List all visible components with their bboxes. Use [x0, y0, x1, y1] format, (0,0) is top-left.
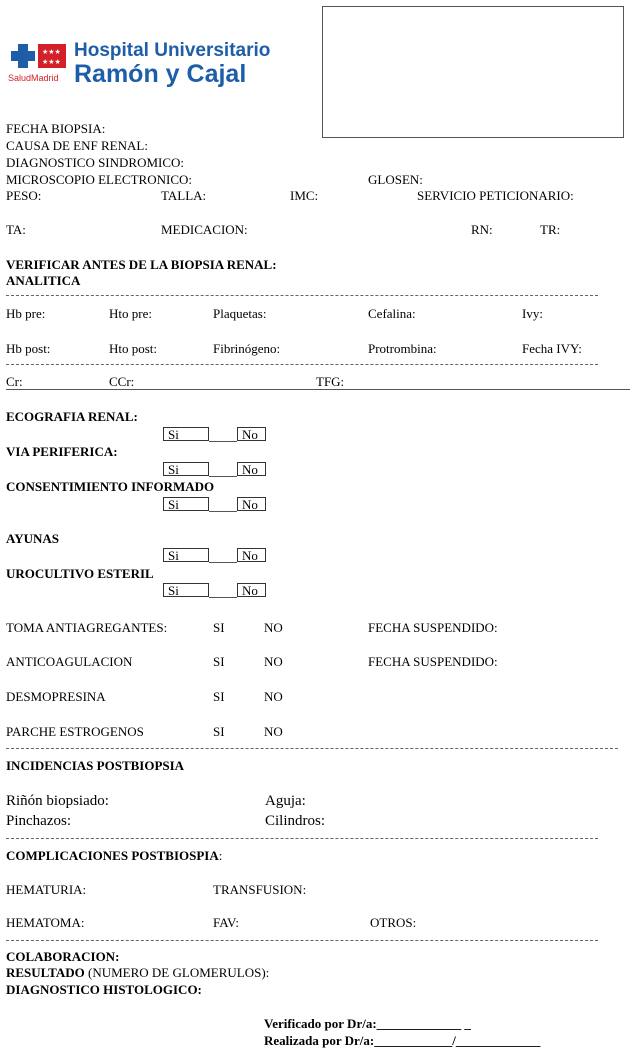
- field-fecha-biopsia: FECHA BIOPSIA:: [6, 121, 106, 136]
- field-resultado: [6, 966, 269, 980]
- med-no[interactable]: NO: [264, 620, 283, 635]
- complicaciones-colon: :: [218, 848, 223, 863]
- med-anticoagulacion: ANTICOAGULACION: [6, 654, 133, 669]
- divider: [6, 748, 618, 749]
- ayunas-si-box[interactable]: Si: [163, 548, 209, 562]
- box-underline: [209, 562, 237, 563]
- field-transfusion: TRANSFUSION:: [213, 882, 307, 897]
- lab-cr: Cr:: [6, 374, 23, 389]
- field-servicio: SERVICIO PETICIONARIO:: [417, 188, 574, 203]
- field-medicacion: MEDICACION:: [161, 222, 248, 237]
- cross-logo-icon: [8, 40, 68, 72]
- lab-hb-pre: Hb pre:: [6, 306, 46, 321]
- incidencias-heading: INCIDENCIAS POSTBIOPSIA: [6, 758, 185, 773]
- via-no-box[interactable]: No: [237, 462, 266, 476]
- patient-label-box: [322, 6, 624, 138]
- complicaciones-heading: [6, 849, 222, 863]
- box-underline: [209, 597, 237, 598]
- lab-hto-post: Hto post:: [109, 341, 158, 356]
- med-si[interactable]: SI: [213, 689, 225, 704]
- field-fav: FAV:: [213, 915, 240, 930]
- lab-fibrinogeno: Fibrinógeno:: [213, 341, 281, 356]
- med-desmopresina: DESMOPRESINA: [6, 689, 106, 704]
- lab-plaquetas: Plaquetas:: [213, 306, 267, 321]
- lab-tfg: TFG:: [316, 374, 345, 389]
- box-underline: [209, 441, 237, 442]
- svg-text:★★★: ★★★: [42, 58, 61, 66]
- med-no[interactable]: NO: [264, 689, 283, 704]
- hospital-logo: [8, 40, 270, 90]
- med-no[interactable]: NO: [264, 724, 283, 739]
- field-hematoma: HEMATOMA:: [6, 915, 85, 930]
- signature-verificado: Verificado por Dr/a:_____________ _: [264, 1016, 471, 1031]
- divider: [6, 940, 598, 941]
- complicaciones-title: COMPLICACIONES POSTBIOSPIA: [6, 848, 219, 863]
- field-tr: TR:: [540, 222, 561, 237]
- consentimiento-si-box[interactable]: Si: [163, 497, 209, 511]
- field-peso: PESO:: [6, 188, 42, 203]
- lab-fecha-ivy: Fecha IVY:: [522, 341, 582, 356]
- med-parche-estrogenos: PARCHE ESTROGENOS: [6, 724, 144, 739]
- ecografia-no-box[interactable]: No: [237, 427, 266, 441]
- box-underline: [209, 476, 237, 477]
- field-otros: OTROS:: [370, 915, 417, 930]
- field-rn: RN:: [471, 222, 493, 237]
- field-diagnostico-sindromico: DIAGNOSTICO SINDROMICO:: [6, 155, 185, 170]
- field-pinchazos: Pinchazos:: [6, 813, 71, 829]
- field-glosen: GLOSEN:: [368, 172, 423, 187]
- lab-cefalina: Cefalina:: [368, 306, 416, 321]
- field-talla: TALLA:: [161, 188, 207, 203]
- check-label-consentimiento: CONSENTIMIENTO INFORMADO: [6, 479, 215, 494]
- box-underline: [209, 511, 237, 512]
- consentimiento-no-box[interactable]: No: [237, 497, 266, 511]
- verificar-heading: VERIFICAR ANTES DE LA BIOPSIA RENAL:: [6, 257, 277, 272]
- check-label-urocultivo: UROCULTIVO ESTERIL: [6, 566, 154, 581]
- lab-protrombina: Protrombina:: [368, 341, 437, 356]
- lab-hto-pre: Hto pre:: [109, 306, 152, 321]
- med-antiagregantes: TOMA ANTIAGREGANTES:: [6, 620, 168, 635]
- divider: [6, 295, 598, 296]
- saludmadrid-label: SaludMadrid: [8, 73, 59, 83]
- lab-ccr: CCr:: [109, 374, 135, 389]
- hospital-name-line1: Hospital Universitario: [74, 40, 271, 61]
- lab-hb-post: Hb post:: [6, 341, 51, 356]
- resultado-note: (NUMERO DE GLOMERULOS):: [84, 965, 270, 980]
- via-si-box[interactable]: Si: [163, 462, 209, 476]
- analitica-heading: ANALITICA: [6, 273, 81, 288]
- check-label-ecografia: ECOGRAFIA RENAL:: [6, 409, 138, 424]
- resultado-label: RESULTADO: [6, 965, 85, 980]
- med-si[interactable]: SI: [213, 620, 225, 635]
- field-cilindros: Cilindros:: [265, 813, 326, 829]
- divider: [6, 364, 598, 365]
- signature-realizada: Realizada por Dr/a:____________/_____________: [264, 1033, 541, 1048]
- check-label-ayunas: AYUNAS: [6, 531, 59, 546]
- divider: [6, 838, 598, 839]
- med-no[interactable]: NO: [264, 654, 283, 669]
- field-hematuria: HEMATURIA:: [6, 882, 87, 897]
- urocultivo-si-box[interactable]: Si: [163, 583, 209, 597]
- med-si[interactable]: SI: [213, 654, 225, 669]
- field-diagnostico-histologico: DIAGNOSTICO HISTOLOGICO:: [6, 982, 202, 997]
- urocultivo-no-box[interactable]: No: [237, 583, 266, 597]
- ayunas-no-box[interactable]: No: [237, 548, 266, 562]
- field-imc: IMC:: [290, 188, 319, 203]
- field-aguja: Aguja:: [265, 793, 306, 809]
- med-fecha-suspendido: FECHA SUSPENDIDO:: [368, 620, 498, 635]
- field-causa: CAUSA DE ENF RENAL:: [6, 138, 148, 153]
- field-rinon: Riñón biopsiado:: [6, 793, 109, 809]
- divider: [6, 389, 630, 390]
- lab-ivy: Ivy:: [522, 306, 543, 321]
- med-si[interactable]: SI: [213, 724, 225, 739]
- field-colaboracion: COLABORACION:: [6, 949, 120, 964]
- check-label-via: VIA PERIFERICA:: [6, 444, 118, 459]
- hospital-name-line2: Ramón y Cajal: [74, 60, 247, 88]
- ecografia-si-box[interactable]: Si: [163, 427, 209, 441]
- field-microscopio: MICROSCOPIO ELECTRONICO:: [6, 172, 192, 187]
- med-fecha-suspendido: FECHA SUSPENDIDO:: [368, 654, 498, 669]
- svg-text:★★★: ★★★: [42, 48, 61, 56]
- field-ta: TA:: [6, 222, 26, 237]
